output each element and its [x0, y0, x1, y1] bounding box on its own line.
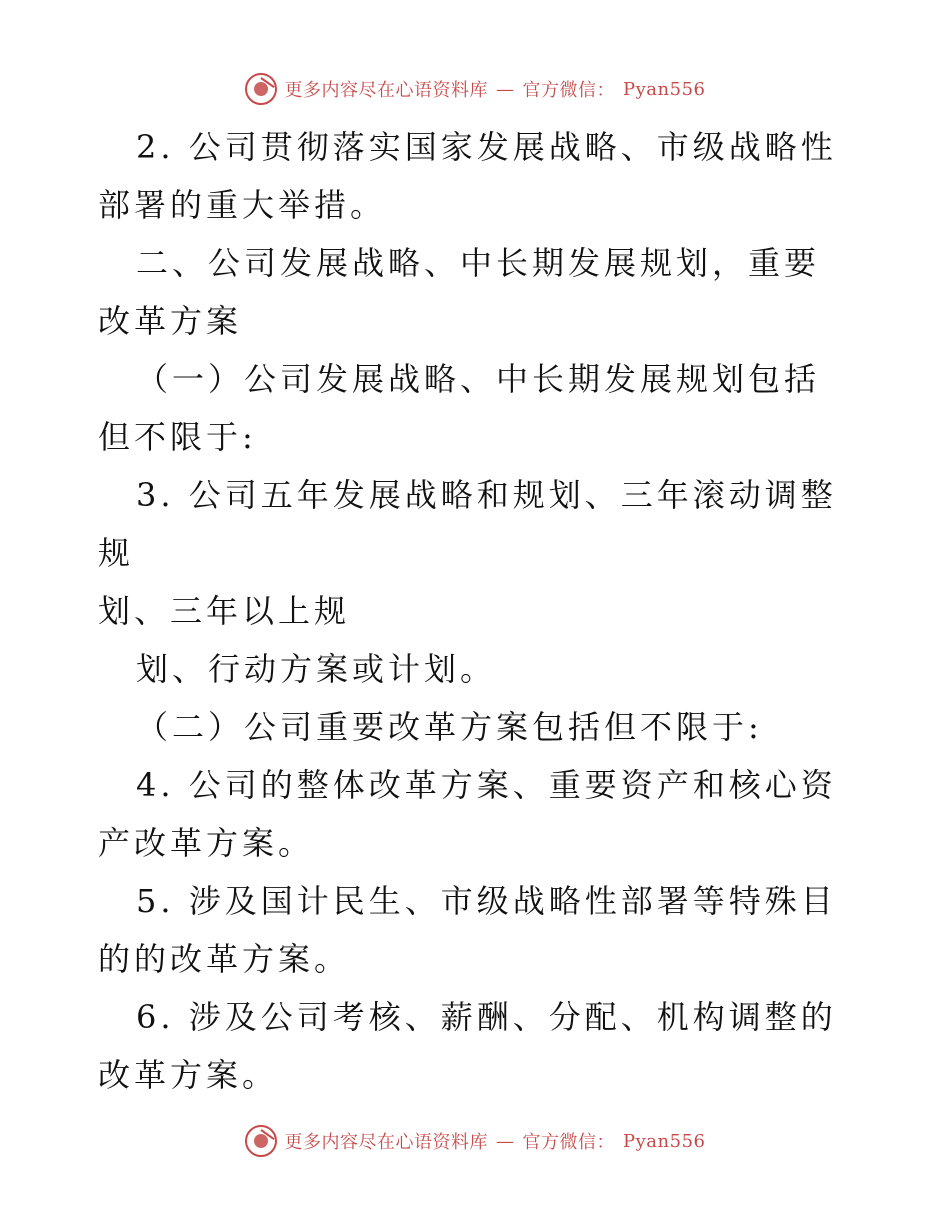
watermark-logo-icon — [245, 73, 277, 105]
watermark-text: 更多内容尽在心语资料库 — [284, 80, 489, 101]
watermark-wechat-label: 官方微信： — [522, 1132, 616, 1153]
watermark-separator: — — [496, 78, 515, 100]
paragraph-item-6: 6. 涉及公司考核、薪酬、分配、机构调整的改革方案。 — [98, 998, 837, 1094]
watermark-wechat-label: 官方微信： — [522, 80, 616, 101]
paragraph-item-4: 4. 公司的整体改革方案、重要资产和核心资产改革方案。 — [98, 766, 837, 862]
watermark-separator: — — [496, 1130, 515, 1152]
watermark-wechat-id: Pyan556 — [623, 1130, 706, 1152]
paragraph-item-3-line-2: 划、三年以上规 — [98, 592, 351, 630]
paragraph-section-2-heading: 二、公司发展战略、中长期发展规划，重要改革方案 — [98, 244, 821, 340]
paragraph-item-2: 2. 公司贯彻落实国家发展战略、市级战略性部署的重大举措。 — [98, 128, 837, 224]
document-body — [98, 118, 852, 1104]
paragraph-item-5: 5. 涉及国计民生、市级战略性部署等特殊目的的改革方案。 — [98, 882, 837, 978]
paragraph-subsection-1: （一）公司发展战略、中长期发展规划包括但不限于: — [98, 360, 821, 456]
footer-watermark — [0, 1121, 950, 1161]
paragraph-item-3-line-1: 3. 公司五年发展战略和规划、三年滚动调整规 — [98, 476, 837, 572]
watermark-text: 更多内容尽在心语资料库 — [284, 1132, 489, 1153]
watermark-logo-icon — [245, 1125, 277, 1157]
paragraph-subsection-2: （二）公司重要改革方案包括但不限于: — [136, 708, 763, 746]
paragraph-item-3-line-3: 划、行动方案或计划。 — [136, 650, 497, 688]
header-watermark — [0, 69, 950, 109]
watermark-wechat-id: Pyan556 — [623, 78, 706, 100]
